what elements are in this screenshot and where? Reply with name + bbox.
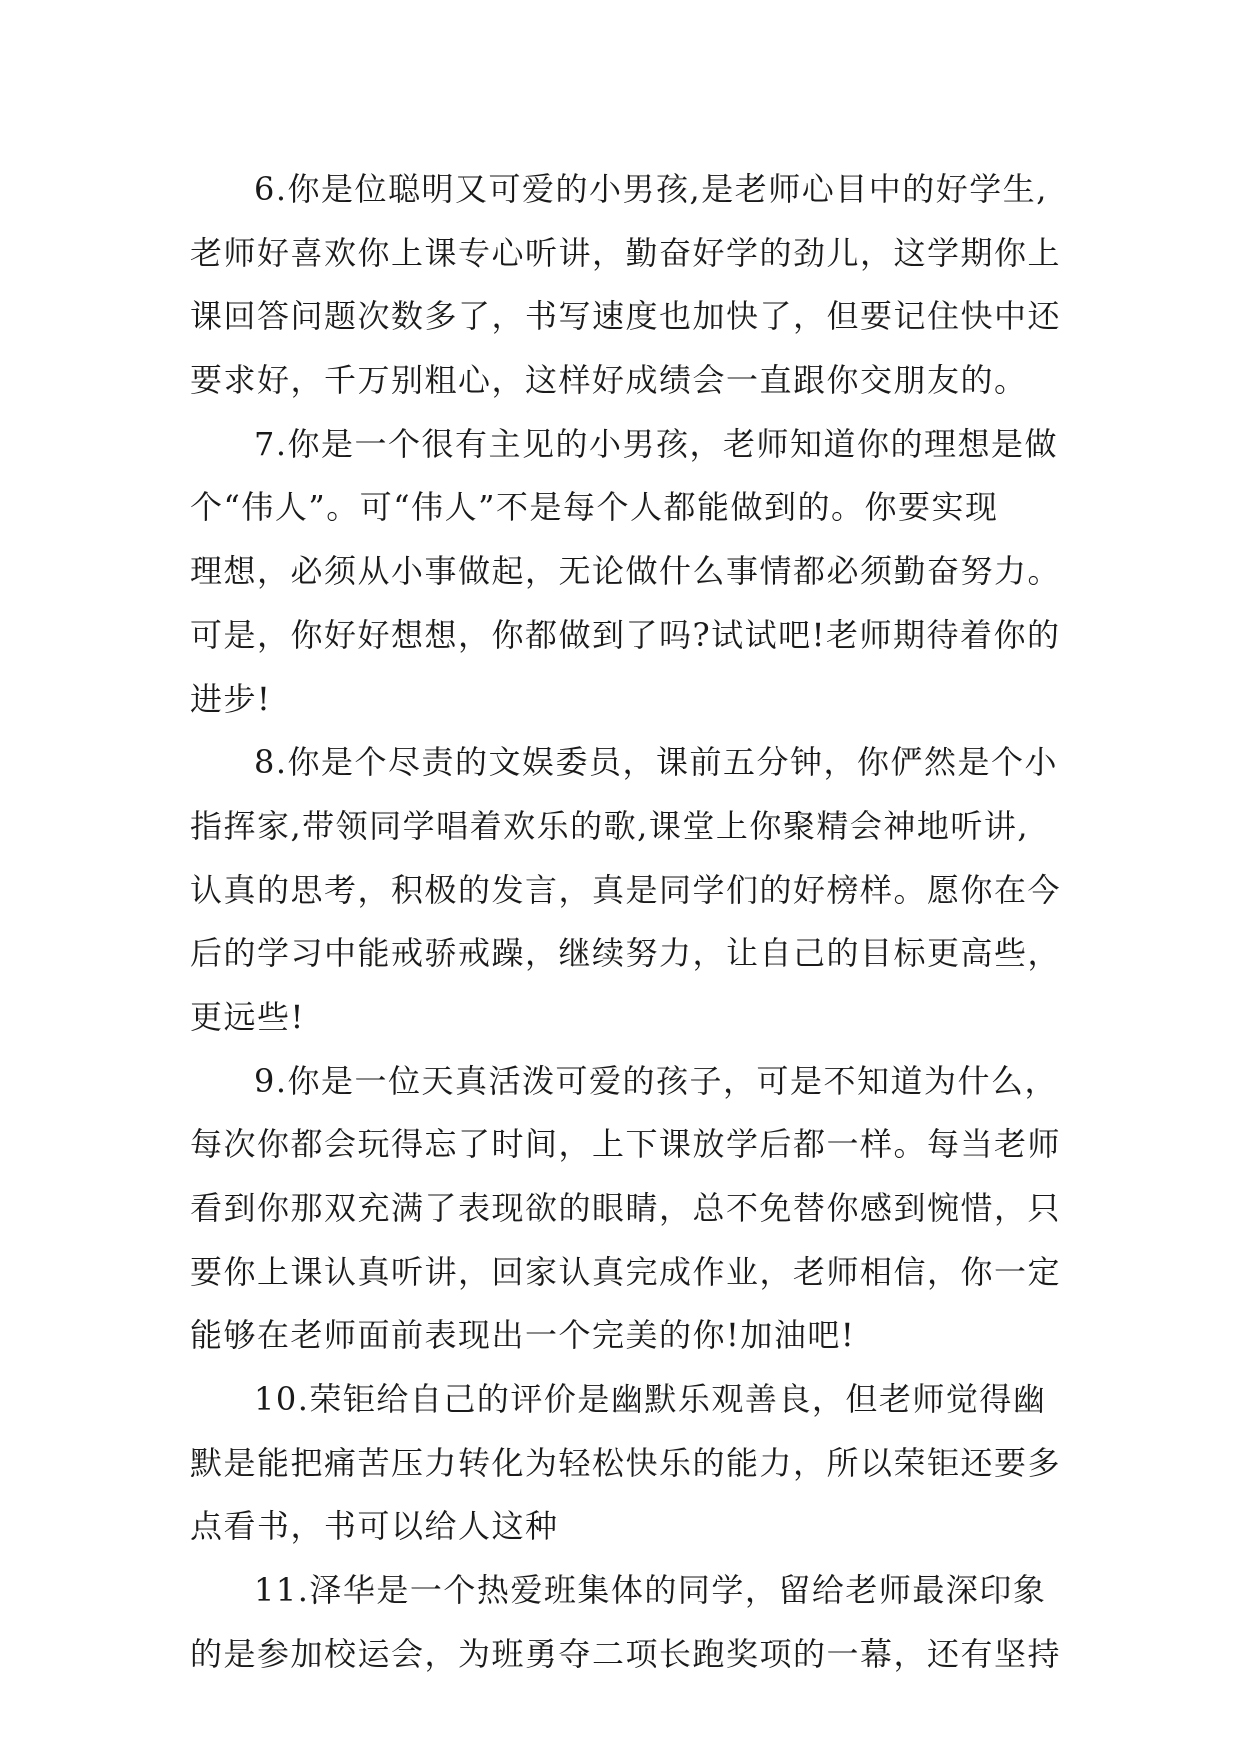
paragraph-8-line-2: 指挥家,带领同学唱着欢乐的歌,课堂上你聚精会神地听讲,: [190, 806, 1030, 845]
paragraph-6-line-1: 6.你是位聪明又可爱的小男孩,是老师心目中的好学生,: [254, 170, 1048, 208]
paragraph-8-line-3: 认真的思考，积极的发言，真是同学们的好榜样。愿你在今: [190, 870, 1062, 909]
paragraph-6-line-2: 老师好喜欢你上课专心听讲，勤奋好学的劲儿，这学期你上: [190, 233, 1062, 272]
paragraph-6-line-4: 要求好，千万别粗心，这样好成绩会一直跟你交朋友的。: [190, 361, 1028, 400]
paragraph-11-line-2: 的是参加校运会，为班勇夺二项长跑奖项的一幕，还有坚持: [190, 1634, 1062, 1673]
paragraph-9-line-1: 9.你是一位天真活泼可爱的孩子，可是不知道为什么，: [254, 1061, 1059, 1100]
paragraph-9-line-2: 每次你都会玩得忘了时间，上下课放学后都一样。每当老师: [190, 1125, 1062, 1164]
paragraph-9-line-3: 看到你那双充满了表现欲的眼睛，总不免替你感到惋惜，只: [190, 1189, 1062, 1227]
paragraph-8-line-5: 更远些!: [190, 997, 305, 1036]
paragraph-7-line-4: 可是，你好好想想，你都做到了吗?试试吧!老师期待着你的: [190, 615, 1061, 654]
paragraph-8-line-1: 8.你是个尽责的文娱委员，课前五分钟，你俨然是个小: [254, 743, 1059, 782]
paragraph-7-line-1: 7.你是一个很有主见的小男孩，老师知道你的理想是做: [254, 424, 1059, 463]
paragraph-7-line-5: 进步!: [190, 679, 272, 718]
paragraph-9-line-4: 要你上课认真听讲，回家认真完成作业，老师相信，你一定: [190, 1252, 1062, 1291]
paragraph-8-line-4: 后的学习中能戒骄戒躁，继续努力，让自己的目标更高些，: [190, 934, 1062, 973]
paragraph-10-line-3: 点看书，书可以给人这种: [190, 1507, 559, 1546]
document-body: [190, 158, 1090, 1687]
paragraph-10-line-2: 默是能把痛苦压力转化为轻松快乐的能力，所以荣钜还要多: [190, 1443, 1062, 1482]
paragraph-9-line-5: 能够在老师面前表现出一个完美的你!加油吧!: [190, 1316, 856, 1355]
paragraph-7-line-2: 个“伟人”。可“伟人”不是每个人都能做到的。你要实现: [190, 488, 999, 527]
paragraph-7-line-3: 理想，必须从小事做起，无论做什么事情都必须勤奋努力。: [190, 552, 1062, 591]
paragraph-11-line-1: 11.泽华是一个热爱班集体的同学，留给老师最深印象: [254, 1571, 1047, 1610]
paragraph-6-line-3: 课回答问题次数多了，书写速度也加快了，但要记住快中还: [190, 297, 1062, 336]
paragraph-10-line-1: 10.荣钜给自己的评价是幽默乐观善良，但老师觉得幽: [254, 1380, 1047, 1419]
